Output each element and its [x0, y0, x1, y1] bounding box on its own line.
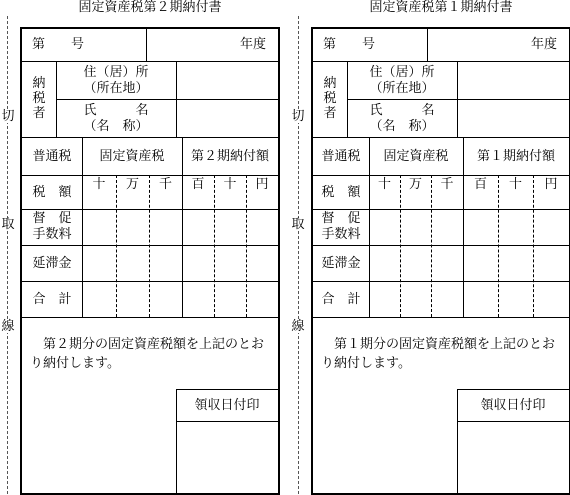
- rule-amount-split: [463, 137, 464, 317]
- reminder-fee-label-1: 督 促: [32, 211, 72, 226]
- rule-number-year: [427, 29, 428, 61]
- rule-row-5: [22, 245, 278, 246]
- rule-row-7: [313, 317, 569, 318]
- cut-char-left-3: 線: [1, 319, 15, 334]
- digit-label: 円: [255, 177, 269, 192]
- payment-notice: 第１期分の固定資産税額を上記のとおり納付します。: [321, 337, 556, 371]
- address-label: 住（居）所: [83, 65, 149, 80]
- digit-label: 円: [544, 177, 558, 192]
- name-label: 氏 名: [83, 103, 149, 118]
- rule-receipt-top: [457, 389, 569, 390]
- rule-label-column: [369, 137, 370, 317]
- rule-row-6: [22, 281, 278, 282]
- digit-label: 十: [377, 177, 391, 192]
- rule-row-1: [313, 61, 569, 62]
- reminder-fee-label-2: 手数料: [321, 227, 361, 242]
- late-fee-label: 延滞金: [32, 256, 72, 271]
- payment-slip-period-2: [20, 0, 280, 494]
- rule-row-5: [313, 245, 569, 246]
- rule-digit-2: [149, 175, 150, 317]
- digit-label: 千: [440, 177, 454, 192]
- rule-digit-1: [116, 175, 117, 317]
- rule-amount-split: [182, 137, 183, 317]
- cut-line-middle: [298, 16, 299, 494]
- rule-taxpayer-value: [176, 61, 177, 137]
- digit-label: 十: [223, 177, 237, 192]
- digit-label: 万: [125, 177, 139, 192]
- cut-char-left-1: 切: [1, 109, 15, 124]
- slip-form: [311, 27, 570, 495]
- name-label: 氏 名: [369, 103, 435, 118]
- rule-row-6: [313, 281, 569, 282]
- rule-address-name: [56, 99, 278, 100]
- receipt-stamp-label: 領収日付印: [480, 398, 546, 413]
- rule-receipt-mid: [176, 421, 278, 422]
- payment-amount-label: 第２期納付額: [190, 149, 269, 164]
- rule-row-3: [313, 175, 569, 176]
- rule-address-name: [347, 99, 569, 100]
- address-label: 住（居）所: [369, 65, 435, 80]
- name-sub-label: （名 称）: [369, 119, 435, 134]
- cut-char-left-2: 取: [1, 217, 15, 232]
- category-label: 普通税: [321, 149, 361, 164]
- cut-char-middle-1: 切: [291, 109, 305, 124]
- taxpayer-label-1: 納: [323, 76, 337, 91]
- digit-label: 十: [92, 177, 106, 192]
- digit-label: 百: [191, 177, 205, 192]
- number-label: 第 号: [32, 37, 85, 52]
- rule-digit-3: [498, 175, 499, 317]
- taxpayer-label-3: 者: [323, 106, 337, 121]
- year-label: 年度: [531, 37, 558, 52]
- taxpayer-label-2: 税: [323, 91, 337, 106]
- slip-title: 固定資産税第１期納付書: [369, 0, 513, 15]
- payment-notice: 第２期分の固定資産税額を上記のとおり納付します。: [30, 337, 265, 371]
- rule-digit-2: [431, 175, 432, 317]
- reminder-fee-label-2: 手数料: [32, 227, 72, 242]
- total-label: 合 計: [32, 292, 72, 307]
- total-label: 合 計: [321, 292, 361, 307]
- payment-slip-period-1: [311, 0, 570, 494]
- slip-title: 固定資産税第２期納付書: [78, 0, 222, 15]
- digit-label: 十: [508, 177, 522, 192]
- category-label: 普通税: [32, 149, 72, 164]
- rule-row-2: [22, 137, 278, 138]
- rule-digit-1: [400, 175, 401, 317]
- digit-label: 千: [158, 177, 172, 192]
- digit-label: 万: [408, 177, 422, 192]
- rule-digit-4: [246, 175, 247, 317]
- rule-taxpayer-value: [457, 61, 458, 137]
- rule-digit-3: [214, 175, 215, 317]
- taxpayer-label-2: 税: [32, 91, 46, 106]
- payment-amount-label: 第１期納付額: [476, 149, 555, 164]
- rule-receipt-mid: [457, 421, 569, 422]
- rule-label-column: [82, 137, 83, 317]
- address-sub-label: （所在地）: [83, 81, 149, 96]
- tax-amount-label: 税 額: [32, 185, 72, 200]
- rule-digit-4: [533, 175, 534, 317]
- tax-amount-label: 税 額: [321, 185, 361, 200]
- year-label: 年度: [240, 37, 267, 52]
- tax-type-label: 固定資産税: [383, 149, 449, 164]
- late-fee-label: 延滞金: [321, 256, 361, 271]
- rule-row-4: [22, 209, 278, 210]
- reminder-fee-label-1: 督 促: [321, 211, 361, 226]
- rule-row-7: [22, 317, 278, 318]
- taxpayer-label-1: 納: [32, 76, 46, 91]
- rule-receipt-top: [176, 389, 278, 390]
- rule-row-4: [313, 209, 569, 210]
- taxpayer-label-3: 者: [32, 106, 46, 121]
- rule-row-2: [313, 137, 569, 138]
- rule-row-1: [22, 61, 278, 62]
- tax-type-label: 固定資産税: [99, 149, 165, 164]
- address-sub-label: （所在地）: [369, 81, 435, 96]
- digit-label: 百: [473, 177, 487, 192]
- cut-char-middle-3: 線: [291, 319, 305, 334]
- receipt-stamp-label: 領収日付印: [194, 398, 260, 413]
- rule-row-3: [22, 175, 278, 176]
- number-label: 第 号: [323, 37, 376, 52]
- cut-line-left: [7, 16, 8, 494]
- name-sub-label: （名 称）: [83, 119, 149, 134]
- rule-number-year: [146, 29, 147, 61]
- slip-form: [20, 27, 280, 495]
- cut-char-middle-2: 取: [291, 217, 305, 232]
